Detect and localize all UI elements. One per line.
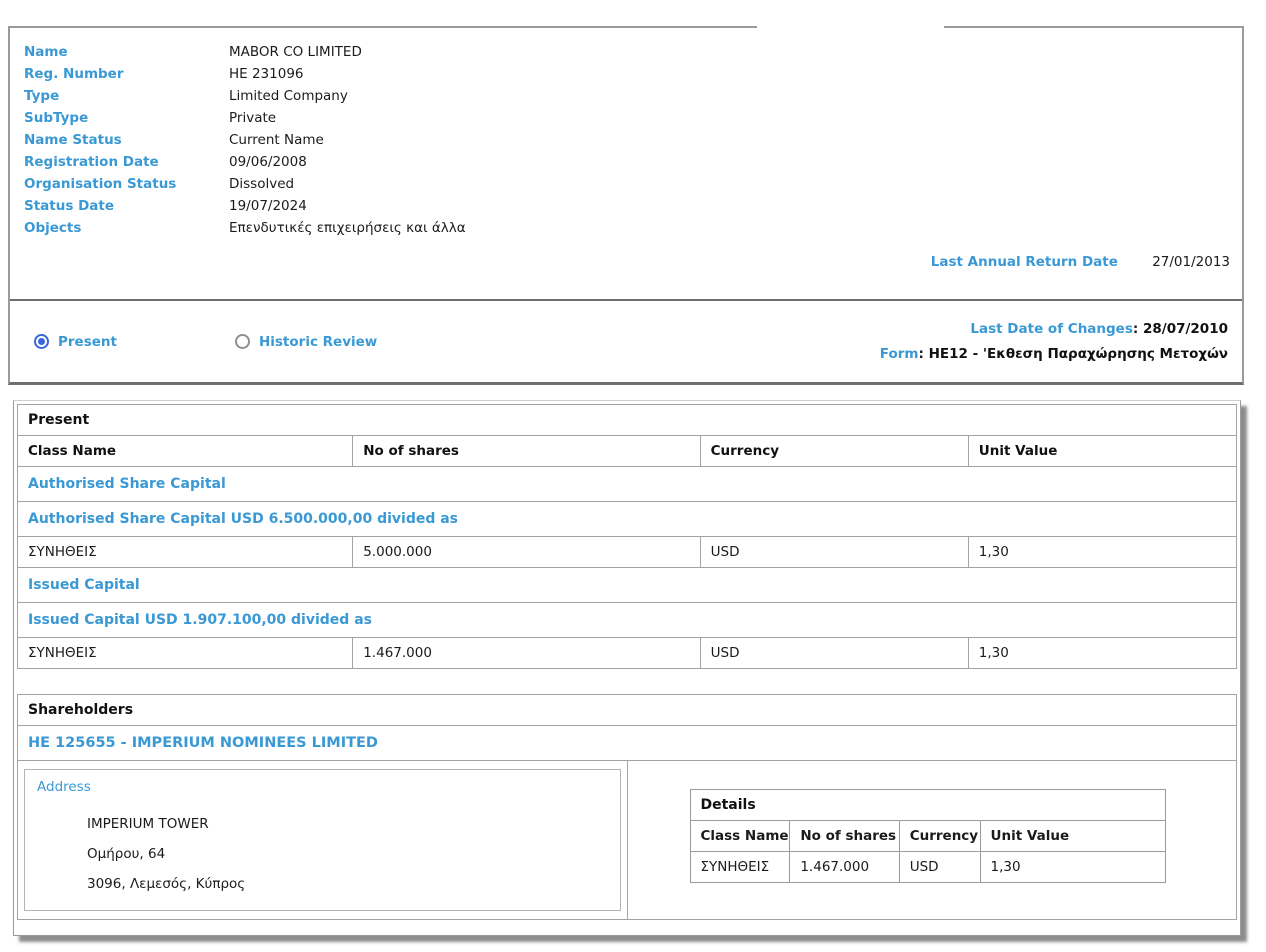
- capital-table-title: Present: [18, 405, 1237, 436]
- info-row-name-status: [24, 129, 1228, 151]
- last-date-of-changes-value: 28/07/2010: [1142, 320, 1228, 337]
- details-header-row: [690, 821, 1166, 852]
- field-value-type: Limited Company: [229, 88, 348, 104]
- field-label-type: Type: [24, 88, 60, 104]
- shareholder-link[interactable]: HE 125655 - IMPERIUM NOMINEES LIMITED: [18, 726, 1237, 761]
- form-value: HE12 - 'Εκθεση Παραχώρησης Μετοχών: [928, 345, 1228, 362]
- view-selector-bar: [10, 301, 1242, 382]
- details-cell-unit-value: 1,30: [980, 852, 1165, 883]
- details-cell: [627, 761, 1237, 920]
- details-cell-currency: USD: [899, 852, 980, 883]
- cell-currency: USD: [700, 537, 968, 568]
- field-value-reg-number: HE 231096: [229, 66, 304, 82]
- field-label-organisation-status: Organisation Status: [24, 176, 177, 192]
- company-info-panel: [8, 26, 1244, 385]
- field-value-registration-date: 09/06/2008: [229, 154, 307, 170]
- last-annual-return-row: [10, 251, 1242, 273]
- form-label: Form :: [880, 346, 929, 362]
- table-row-issued-data: [18, 638, 1237, 669]
- address-cell: [18, 761, 628, 920]
- historic-review-radio[interactable]: [235, 334, 377, 350]
- section-row-authorised-detail: [18, 502, 1237, 537]
- address-box: [24, 769, 621, 911]
- table-row-authorised-data: [18, 537, 1237, 568]
- field-label-registration-date: Registration Date: [24, 154, 159, 170]
- section-label-authorised-detail: Authorised Share Capital USD 6.500.000,00 divided as: [18, 502, 1237, 537]
- address-line-1: IMPERIUM TOWER: [87, 816, 209, 832]
- info-row-objects: [24, 217, 1228, 239]
- details-data-row: [690, 852, 1166, 883]
- field-value-name: MABOR CO LIMITED: [229, 44, 362, 60]
- field-value-status-date: 19/07/2024: [229, 198, 307, 214]
- company-info-grid: [10, 28, 1242, 239]
- shareholder-entry-row: [18, 726, 1237, 761]
- field-label-name: Name: [24, 44, 68, 60]
- field-value-objects: Επενδυτικές επιχειρήσεις και άλλα: [229, 220, 466, 236]
- shareholders-title-row: [18, 695, 1237, 726]
- last-date-of-changes-row: [880, 317, 1228, 342]
- details-header-class-name: Class Name: [690, 821, 790, 852]
- details-title: Details: [690, 790, 1166, 821]
- details-header-currency: Currency: [899, 821, 980, 852]
- section-row-issued: [18, 568, 1237, 603]
- section-label-authorised: Authorised Share Capital: [18, 467, 1237, 502]
- address-lines: [87, 809, 608, 899]
- changes-info-block: [880, 317, 1228, 367]
- field-value-organisation-status: Dissolved: [229, 176, 295, 192]
- historic-review-radio-label[interactable]: Historic Review: [258, 333, 378, 350]
- info-row-name: [24, 41, 1228, 63]
- historic-review-radio-button[interactable]: [235, 334, 250, 349]
- details-cell-no-of-shares: 1.467.000: [790, 852, 899, 883]
- address-label: Address: [37, 779, 91, 795]
- cell-class-name: ΣΥΝΗΘΕΙΣ: [18, 537, 353, 568]
- details-header-no-of-shares: No of shares: [790, 821, 899, 852]
- capital-table-title-row: [18, 405, 1237, 436]
- section-label-issued: Issued Capital: [18, 568, 1237, 603]
- column-header-unit-value: Unit Value: [968, 436, 1236, 467]
- capital-table-header-row: [18, 436, 1237, 467]
- section-row-authorised: [18, 467, 1237, 502]
- field-label-subtype: SubType: [24, 110, 89, 126]
- shareholder-detail-row: [18, 761, 1237, 920]
- field-label-name-status: Name Status: [24, 132, 122, 148]
- column-header-currency: Currency: [700, 436, 968, 467]
- column-header-no-of-shares: No of shares: [353, 436, 700, 467]
- field-label-status-date: Status Date: [24, 198, 115, 214]
- field-value-subtype: Private: [229, 110, 277, 126]
- top-border-gap: [757, 24, 944, 30]
- cell-currency: USD: [700, 638, 968, 669]
- details-header-unit-value: Unit Value: [980, 821, 1165, 852]
- details-title-row: [690, 790, 1166, 821]
- last-annual-return-value: 27/01/2013: [1152, 254, 1230, 270]
- info-row-reg-number: [24, 63, 1228, 85]
- details-table: [690, 789, 1167, 883]
- field-label-reg-number: Reg. Number: [24, 66, 124, 82]
- info-row-registration-date: [24, 151, 1228, 173]
- present-radio-label[interactable]: Present: [58, 333, 117, 350]
- column-header-class-name: Class Name: [18, 436, 353, 467]
- form-row: [880, 342, 1228, 367]
- present-radio-button[interactable]: [34, 334, 49, 349]
- shareholders-title: Shareholders: [18, 695, 1237, 726]
- field-value-name-status: Current Name: [229, 132, 324, 148]
- last-date-of-changes-label: Last Date of Changes :: [970, 321, 1143, 337]
- details-cell-class-name: ΣΥΝΗΘΕΙΣ: [690, 852, 790, 883]
- last-annual-return-label: Last Annual Return Date: [930, 254, 1118, 270]
- view-radio-group: [34, 334, 377, 350]
- info-row-organisation-status: [24, 173, 1228, 195]
- info-row-type: [24, 85, 1228, 107]
- field-label-objects: Objects: [24, 220, 82, 236]
- info-row-subtype: [24, 107, 1228, 129]
- section-row-issued-detail: [18, 603, 1237, 638]
- present-radio[interactable]: [34, 334, 117, 350]
- capital-and-shareholders-panel: [13, 400, 1241, 936]
- cell-unit-value: 1,30: [968, 638, 1236, 669]
- shareholders-table: [17, 694, 1237, 920]
- info-row-status-date: [24, 195, 1228, 217]
- section-label-issued-detail: Issued Capital USD 1.907.100,00 divided as: [18, 603, 1237, 638]
- cell-no-of-shares: 1.467.000: [353, 638, 700, 669]
- address-line-2: Ομήρου, 64: [87, 846, 166, 862]
- address-line-3: 3096, Λεμεσός, Κύπρος: [87, 876, 246, 892]
- capital-table: [17, 404, 1237, 669]
- cell-class-name: ΣΥΝΗΘΕΙΣ: [18, 638, 353, 669]
- cell-no-of-shares: 5.000.000: [353, 537, 700, 568]
- cell-unit-value: 1,30: [968, 537, 1236, 568]
